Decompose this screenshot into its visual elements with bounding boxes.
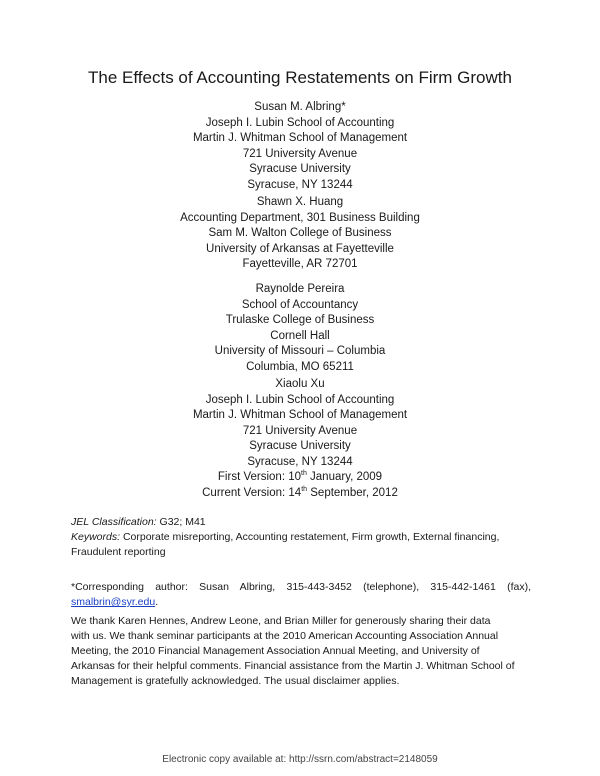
keywords-line	[71, 530, 531, 545]
affiliation-line: Columbia, MO 65211	[246, 360, 354, 373]
jel-label: JEL Classification:	[71, 516, 157, 528]
jel-value: G32; M41	[156, 516, 206, 528]
first-version-prefix: First Version: 10	[217, 471, 301, 483]
affiliation-line: Fayetteville, AR 72701	[242, 258, 358, 271]
acknowledgments	[71, 614, 531, 689]
affiliation-line: Trulaske College of Business	[225, 314, 375, 327]
email-link[interactable]: smalbrin@syr.edu	[71, 596, 156, 608]
version-info	[0, 470, 600, 501]
affiliation-line: Syracuse, NY 13244	[247, 178, 353, 191]
affiliation-line: Joseph I. Lubin School of Accounting	[205, 393, 395, 406]
acknowledgment-line: Management is gratefully acknowledged. The usual disclaimer applies.	[71, 675, 400, 687]
first-version-sup: th	[301, 470, 307, 478]
ssrn-footer: Electronic copy available at: http://ssrn.com/abstract=2148059	[162, 754, 438, 765]
affiliation-line: Martin J. Whitman School of Management	[192, 132, 408, 145]
affiliation-line: University of Arkansas at Fayetteville	[206, 242, 394, 255]
current-version	[0, 486, 600, 502]
affiliation-line: Joseph I. Lubin School of Accounting	[205, 116, 395, 129]
paper-title: The Effects of Accounting Restatements on Firm Growth	[88, 68, 512, 87]
current-version-sup: th	[301, 485, 308, 493]
affiliation-line: University of Missouri – Columbia	[214, 345, 386, 358]
affiliation-line: Syracuse University	[249, 163, 351, 176]
keywords-continuation: Fraudulent reporting	[71, 546, 166, 558]
first-version	[0, 470, 600, 486]
author-name: Shawn X. Huang	[256, 196, 344, 208]
current-version-prefix: Current Version: 14	[202, 486, 302, 499]
acknowledgment-line: Meeting, the 2010 Financial Management Association Annual Meeting, and University of	[71, 645, 480, 657]
author-block	[0, 195, 600, 273]
author-name: Xiaolu Xu	[275, 378, 325, 390]
author-block	[0, 100, 600, 194]
affiliation-line: Accounting Department, 301 Business Building	[180, 211, 420, 224]
corresponding-line: *Corresponding author: Susan Albring, 315-443-3452 (telephone), 315-442-1461 (fax),	[71, 581, 531, 593]
classification-block	[71, 515, 531, 560]
author-block	[0, 282, 600, 376]
author-block	[0, 377, 600, 471]
affiliation-line: 721 University Avenue	[242, 424, 358, 437]
keywords-label: Keywords:	[71, 531, 121, 543]
email-suffix: .	[155, 596, 159, 608]
affiliation-line: Cornell Hall	[270, 329, 330, 342]
first-version-suffix: January, 2009	[306, 471, 383, 483]
acknowledgment-line: with us. We thank seminar participants at the 2010 American Accounting Association Annual	[71, 630, 499, 642]
affiliation-line: Sam M. Walton College of Business	[208, 227, 392, 240]
jel-classification	[71, 515, 531, 530]
keywords-text: Corporate misreporting, Accounting restatement, Firm growth, External financing,	[120, 531, 500, 543]
author-name: Susan M. Albring*	[254, 101, 346, 113]
affiliation-line: Martin J. Whitman School of Management	[192, 409, 408, 422]
author-name: Raynolde Pereira	[255, 283, 345, 295]
affiliation-line: School of Accountancy	[241, 298, 359, 311]
acknowledgment-line: We thank Karen Hennes, Andrew Leone, and Brian Miller for generously sharing their data	[71, 615, 491, 627]
current-version-suffix: September, 2012	[307, 486, 398, 499]
affiliation-line: 721 University Avenue	[242, 147, 358, 160]
acknowledgment-line: Arkansas for their helpful comments. Financial assistance from the Martin J. Whitman School of	[71, 660, 515, 672]
affiliation-line: Syracuse, NY 13244	[247, 455, 353, 468]
email-line	[71, 595, 531, 610]
affiliation-line: Syracuse University	[249, 440, 351, 453]
corresponding-author	[71, 580, 531, 610]
